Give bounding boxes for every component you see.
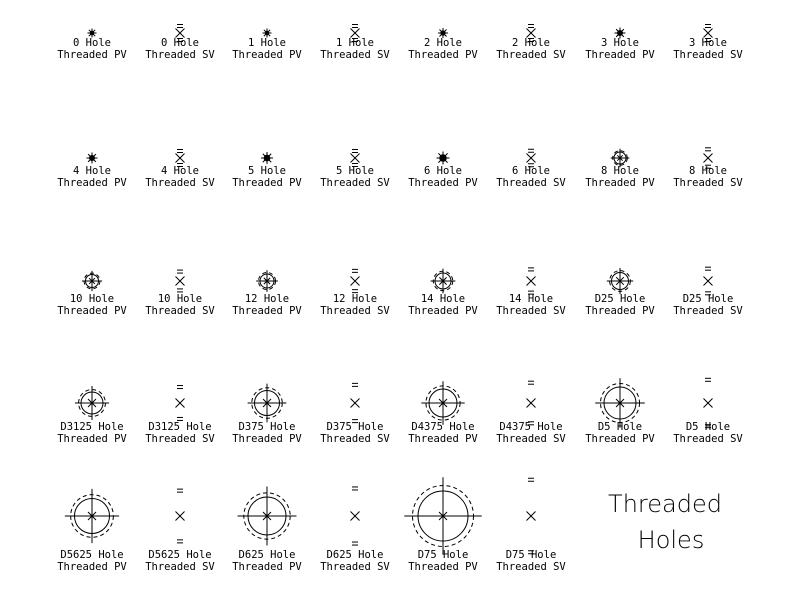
hole-cell-d625-pv — [232, 487, 302, 573]
sv-hole-symbol — [351, 487, 360, 545]
hole-size-label: D5625 Hole — [148, 549, 212, 561]
hole-size-label: 0 Hole — [161, 37, 199, 49]
hole-cell-d5-pv — [585, 378, 655, 445]
hole-cell-d75-sv — [496, 478, 566, 573]
hole-variant-label: Threaded SV — [145, 49, 215, 61]
hole-variant-label: Threaded PV — [57, 561, 127, 573]
pv-hole-symbol — [607, 268, 633, 294]
hole-size-label: D25 Hole — [594, 293, 646, 305]
hole-variant-label: Threaded PV — [57, 177, 127, 189]
hole-cell-d5625-pv — [57, 489, 127, 573]
sv-hole-symbol — [351, 150, 360, 167]
hole-cell-1-sv — [320, 25, 390, 62]
hole-variant-label: Threaded SV — [673, 177, 743, 189]
hole-cell-4-sv — [145, 150, 215, 190]
hole-cell-5-sv — [320, 150, 390, 190]
hole-variant-label: Threaded PV — [408, 561, 478, 573]
hole-variant-label: Threaded SV — [320, 433, 390, 445]
pv-hole-symbol — [238, 487, 297, 546]
hole-size-label: D5 Hole — [685, 421, 731, 433]
sv-hole-symbol — [527, 268, 536, 294]
hole-variant-label: Threaded SV — [496, 561, 566, 573]
hole-variant-label: Threaded PV — [57, 49, 127, 61]
pv-hole-symbol — [65, 489, 119, 543]
hole-size-label: D3125 Hole — [60, 421, 124, 433]
hole-variant-label: Threaded SV — [496, 305, 566, 317]
hole-size-label: D375 Hole — [238, 421, 296, 433]
hole-variant-label: Threaded SV — [496, 433, 566, 445]
hole-cell-d75-pv — [404, 477, 482, 573]
hole-size-label: D75 Hole — [417, 549, 469, 561]
hole-size-label: D625 Hole — [238, 549, 296, 561]
hole-cell-8-pv — [585, 149, 655, 189]
hole-cell-d25-sv — [673, 267, 743, 317]
hole-cell-4-pv — [57, 153, 127, 190]
pv-hole-symbol — [437, 152, 450, 165]
hole-cell-d5625-sv — [145, 489, 215, 573]
hole-cell-2-pv — [408, 28, 478, 61]
hole-variant-label: Threaded SV — [673, 49, 743, 61]
hole-variant-label: Threaded PV — [232, 49, 302, 61]
hole-size-label: 2 Hole — [512, 37, 550, 49]
hole-variant-label: Threaded PV — [408, 305, 478, 317]
hole-variant-label: Threaded SV — [496, 177, 566, 189]
pv-hole-symbol — [256, 270, 278, 292]
hole-size-label: 4 Hole — [73, 165, 111, 177]
hole-size-label: 6 Hole — [512, 165, 550, 177]
hole-size-label: D4375 Hole — [499, 421, 563, 433]
sv-hole-symbol — [527, 478, 536, 554]
hole-size-label: 14 Hole — [420, 293, 466, 305]
hole-variant-label: Threaded PV — [232, 561, 302, 573]
hole-size-label: 6 Hole — [424, 165, 462, 177]
hole-size-label: D5625 Hole — [60, 549, 124, 561]
hole-cell-d3125-sv — [145, 386, 215, 445]
hole-cell-5-pv — [232, 152, 302, 189]
pv-hole-symbol — [248, 384, 287, 423]
hole-variant-label: Threaded PV — [408, 49, 478, 61]
hole-size-label: 4 Hole — [161, 165, 199, 177]
hole-cell-12-pv — [232, 270, 302, 317]
pv-hole-symbol — [261, 152, 273, 164]
sv-hole-symbol — [176, 489, 185, 543]
hole-cell-0-pv — [57, 29, 127, 62]
sv-hole-symbol — [176, 270, 185, 292]
pv-hole-symbol — [431, 269, 456, 294]
hole-variant-label: Threaded PV — [585, 49, 655, 61]
sv-hole-symbol — [351, 269, 360, 292]
hole-size-label: D75 Hole — [505, 549, 557, 561]
hole-size-label: D3125 Hole — [148, 421, 212, 433]
hole-size-label: 12 Hole — [244, 293, 290, 305]
hole-cell-0-sv — [145, 25, 215, 62]
hole-variant-label: Threaded SV — [320, 177, 390, 189]
hole-size-label: 10 Hole — [69, 293, 115, 305]
hole-size-label: 3 Hole — [689, 37, 727, 49]
hole-cell-d375-pv — [232, 384, 302, 445]
pv-hole-symbol — [421, 381, 464, 424]
hole-cell-1-pv — [232, 29, 302, 62]
hole-cell-10-sv — [145, 270, 215, 317]
hole-variant-label: Threaded PV — [57, 433, 127, 445]
hole-variant-label: Threaded SV — [320, 561, 390, 573]
hole-variant-label: Threaded SV — [496, 49, 566, 61]
hole-variant-label: Threaded PV — [232, 177, 302, 189]
sv-hole-symbol — [176, 386, 185, 421]
hole-cell-d625-sv — [320, 487, 390, 573]
hole-variant-label: Threaded PV — [232, 433, 302, 445]
hole-variant-label: Threaded PV — [408, 433, 478, 445]
sv-hole-symbol — [527, 381, 536, 425]
hole-size-label: D375 Hole — [326, 421, 384, 433]
hole-cell-6-sv — [496, 149, 566, 189]
hole-cell-d25-pv — [585, 268, 655, 317]
pv-hole-symbol — [75, 386, 109, 420]
hole-size-label: 2 Hole — [424, 37, 462, 49]
hole-size-label: 12 Hole — [332, 293, 378, 305]
hole-size-label: 8 Hole — [689, 165, 727, 177]
hole-size-label: D625 Hole — [326, 549, 384, 561]
hole-size-label: D5 Hole — [597, 421, 643, 433]
hole-size-label: 3 Hole — [601, 37, 639, 49]
hole-variant-label: Threaded SV — [320, 305, 390, 317]
hole-variant-label: Threaded PV — [408, 177, 478, 189]
pv-hole-symbol — [404, 477, 482, 555]
hole-variant-label: Threaded PV — [232, 305, 302, 317]
hole-size-label: 5 Hole — [336, 165, 374, 177]
pv-hole-symbol — [82, 271, 102, 291]
hole-size-label: D4375 Hole — [411, 421, 475, 433]
hole-size-label: D25 Hole — [682, 293, 734, 305]
hole-size-label: 10 Hole — [157, 293, 203, 305]
hole-size-label: 0 Hole — [73, 37, 111, 49]
hole-variant-label: Threaded SV — [673, 305, 743, 317]
hole-cell-d375-sv — [320, 383, 390, 445]
hole-variant-label: Threaded SV — [145, 433, 215, 445]
hole-cell-8-sv — [673, 148, 743, 189]
hole-variant-label: Threaded SV — [145, 177, 215, 189]
hole-cell-d4375-sv — [496, 381, 566, 445]
drawing-title-line-1: Threaded — [608, 490, 722, 518]
hole-cell-3-sv — [673, 25, 743, 62]
hole-cell-14-pv — [408, 269, 478, 317]
hole-size-label: 8 Hole — [601, 165, 639, 177]
hole-variant-label: Threaded PV — [57, 305, 127, 317]
hole-cell-14-sv — [496, 268, 566, 317]
hole-cell-2-sv — [496, 25, 566, 62]
hole-variant-label: Threaded PV — [585, 433, 655, 445]
hole-cell-10-pv — [57, 271, 127, 317]
hole-variant-label: Threaded PV — [585, 177, 655, 189]
hole-variant-label: Threaded SV — [320, 49, 390, 61]
hole-size-label: 14 Hole — [508, 293, 554, 305]
hole-size-label: 1 Hole — [248, 37, 286, 49]
hole-variant-label: Threaded SV — [145, 305, 215, 317]
hole-cell-6-pv — [408, 152, 478, 190]
hole-size-label: 1 Hole — [336, 37, 374, 49]
hole-variant-label: Threaded SV — [673, 433, 743, 445]
sv-hole-symbol — [704, 267, 713, 295]
hole-variant-label: Threaded PV — [585, 305, 655, 317]
hole-cell-d3125-pv — [57, 386, 127, 445]
sv-hole-symbol — [351, 383, 360, 422]
sv-hole-symbol — [176, 150, 185, 167]
hole-variant-label: Threaded SV — [145, 561, 215, 573]
hole-cell-d5-sv — [673, 378, 743, 445]
hole-cell-3-pv — [585, 28, 655, 62]
hole-cell-12-sv — [320, 269, 390, 317]
hole-size-label: 5 Hole — [248, 165, 286, 177]
drawing-title-line-2: Holes — [637, 526, 705, 554]
hole-cell-d4375-pv — [408, 381, 478, 445]
pv-hole-symbol — [87, 153, 98, 164]
